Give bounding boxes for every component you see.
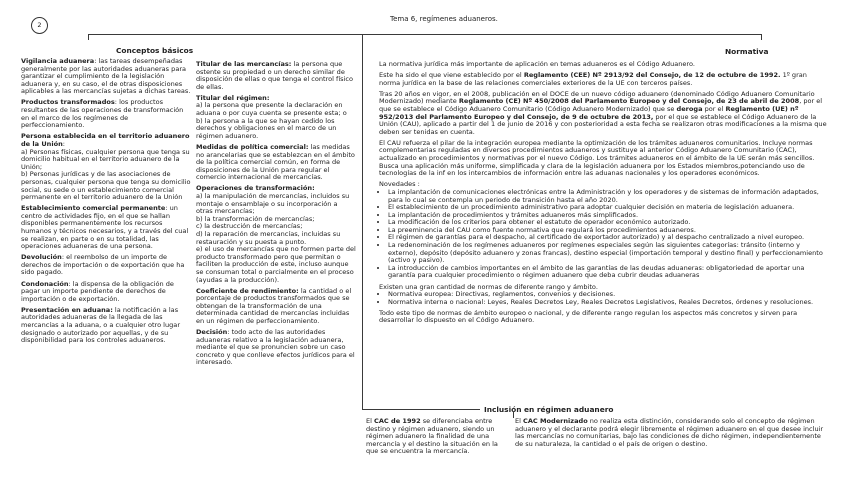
normativa-cau: El CAU refuerza el pilar de la integración europea mediante la optimización de los trámites aduaneros comunitarios. Incluye normas complementarias reguladas en diversos procedimientos aduaneros y sustituye al anterior Código Aduanero Comunitario (CAC), actualizado en procedimientos y normativas por el nuevo Código. Los trámites aduaneros en el ámbito de la UE serán más sencillos. Busca una aplicación más uniforme, simplificada y clara de la legislación aduanera por los Estados miembros,potenciando uso de tecnologías de la inf en los intercambios de información entre las aduanas nacionales y los operadores económicos. [379, 138, 815, 178]
inclusion-connector [362, 409, 480, 410]
list-item: • La modificación de los criterios para obtener el estatuto de operador económico autorizado. [388, 219, 827, 227]
novedades-title: Novedades : [379, 180, 420, 189]
concept-vigilancia: Vigilancia aduanera: las tareas desempeñadas generalmente por las autoridades aduaneras para garantizar el cumplimiento de la legislación aduanera y, en su caso, el de otras disposiciones aplicables a las mercancías sujetas a dichas tareas. [21, 57, 191, 96]
normas-list [379, 291, 827, 306]
page-number-badge [31, 17, 48, 34]
heading-inclusion: Inclusión en régimen aduanero [484, 405, 614, 414]
column-conceptos-1 [21, 58, 191, 348]
top-bracket-line [88, 34, 762, 35]
inclusion-cac-modernizado: El CAC Modernizado no realiza esta distinción, considerando solo el concepto de régimen aduanero y el declarante podrá elegir libremente el régimen aduanero en el que desee incluir las mercancías no comunitarias, bajo las condiciones de dicho régimen, independientemente de su naturaleza, la cantidad o el país de origen o destino. [515, 417, 824, 448]
right-bracket-tick [761, 34, 762, 40]
concept-establecimiento: Establecimiento comercial permanente: un centro de actividades fijo, en el que se hallan disponibles permanentemente los recursos humanos y técnicos necesarios, y a través del cual se realizan, en parte o en su totalidad, las operaciones aduaneras de una persona. [21, 204, 189, 251]
concept-operaciones: Operaciones de transformación: a) la manipulación de mercancías, incluidos su montaje o ensamblaje o su incorporación a otras mercancías; b) la transformación de mercancías; c) la destrucción de mercancías; d) la reparación de mercancías, incluidas su restauración y su puesta a punto. e) el uso de mercancías que no formen parte del producto transformado pero que permitan o faciliten la producción de este, incluso aunque se consuman total o parcialmente en el proceso (ayudas a la producción). [196, 184, 356, 284]
normativa-rango: Existen una gran cantidad de normas de diferente rango y ámbito. [379, 282, 598, 291]
concept-devolucion: Devolución: el reembolso de un importe de derechos de importación o de exportación que ha sido pagado. [21, 253, 185, 277]
list-item: • El establecimiento de un procedimiento administrativo para adoptar cualquier decisión en materia de legislación aduanera. [388, 204, 827, 212]
normativa-intro: La normativa jurídica más importante de aplicación en temas aduaneros es el Código Aduanero. [379, 60, 695, 68]
page-number: 2 [37, 21, 42, 29]
concept-titular-mercancias: Titular de las mercancías: la persona que ostente su propiedad o un derecho similar de disposición de ellas o que tenga el control físico de ellas. [196, 60, 354, 91]
column-conceptos-2 [196, 61, 356, 371]
concept-coeficiente: Coeficiente de rendimiento: la cantidad o el porcentaje de productos transformados que se obtengan de la transformación de una determinada cantidad de mercancías incluidas en un régimen de perfeccionamiento. [196, 286, 352, 325]
normativa-reglamento-1992: Este ha sido el que viene establecido por el Reglamento (CEE) Nº 2913/92 del Consejo, de 12 de octubre de 1992. 1º gran norma jurídica en la base de las relaciones comerciales exteriores de la UE con terceros países. [379, 71, 807, 87]
heading-conceptos-basicos: Conceptos básicos [116, 46, 194, 55]
normativa-conclusion: Todo este tipo de normas de ámbito europeo o nacional, y de diferente rango regulan los aspectos más concretos y sirven para desarrollar lo dispuesto en el Código Aduanero. [379, 308, 798, 325]
list-item: • La introducción de cambios importantes en el ámbito de las garantías de las deudas aduaneras: obligatoriedad de aportar una garantía para cualquier procedimiento o régimen aduanero que deba cubrir deudas aduaneras [388, 265, 827, 280]
list-item: • La preeminencia del CAU como fuente normativa que regulará los procedimientos aduaneros. [388, 227, 827, 235]
center-divider [362, 34, 363, 410]
concept-condonacion: Condonación: la dispensa de la obligación de pagar un importe pendiente de derechos de importación o de exportación. [21, 279, 174, 303]
concept-persona: Persona establecida en el territorio aduanero de la Unión: a) Personas físicas, cualquier persona que tenga su domicilio habitual en el territorio aduanero de la Unión; b) Personas jurídicas y de las asociaciones de personas, cualquier persona que tenga su domicilio social, su sede o un establecimiento comercial permanente en el territorio aduanero de la Unión [21, 132, 191, 202]
concept-decision: Decisión: todo acto de las autoridades aduaneras relativo a la legislación aduanera, mediante el que se pronuncien sobre un caso concreto y que conlleve efectos jurídicos para el interesado. [196, 328, 355, 367]
concept-medidas: Medidas de política comercial: las medidas no arancelarias que se establezcan en el ámbito de la política comercial común, en forma de disposiciones de la Unión para regular el comercio internacional de mercancías. [196, 142, 355, 182]
novedades-list [379, 189, 827, 280]
list-item: • La implantación de procedimientos y trámites aduaneros más simplificados. [388, 212, 827, 220]
page-title: Tema 6, regímenes aduaneros. [390, 15, 498, 23]
list-item: • La redenominación de los regímenes aduaneros por regímenes especiales según las siguientes categorías: tránsito (interno y externo), depósito (depósito aduanero y zonas francas), destino especial (importación temporal y destino final) y perfeccionamiento (activo y pasivo). [388, 242, 827, 265]
concept-presentacion: Presentación en aduana: la notificación a las autoridades aduaneras de la llegada de las mercancías a la aduana, o a cualquier otro lugar designado o autorizado por aquellas, y de su disponibilidad para los controles aduaneros. [21, 305, 181, 345]
column-normativa [379, 61, 827, 329]
list-item: • Normativa interna o nacional: Leyes, Reales Decretos Ley, Reales Decretos Legislativos, Reales Decretos, órdenes y resoluciones. [388, 299, 827, 307]
heading-normativa: Normativa [725, 47, 769, 56]
list-item: • La implantación de comunicaciones electrónicas entre la Administración y los operadores y de sistemas de información adaptados, para lo cual se contempla un periodo de transición hasta el año 2020. [388, 189, 827, 204]
normativa-reglamento-2008: Tras 20 años en vigor, en el 2008, publicación en el DOCE de un nuevo código aduanero (denominado Código Aduanero Comunitario Modernizado) mediante Reglamento (CE) Nº 450/2008 del Parlamento Europeo y del Consejo, de 23 de abril de 2008, por el que se establece el Código Aduanero Comunitario (Código Aduanero Modernizado) que se deroga por el Reglamento (UE) nº 952/2013 del Parlamento Europeo y del Consejo, de 9 de octubre de 2013, por el que se establece el Código Aduanero de la Unión (CAU), aplicado a partir del 1 de junio de 2016 y con posterioridad a esta fecha se realizaron otras modificaciones a la misma que deben ser tenidas en cuenta. [379, 89, 827, 136]
left-bracket-tick [88, 34, 89, 40]
concept-productos: Productos transformados: los productos resultantes de las operaciones de transformación en el marco de los regímenes de perfeccionamiento. [21, 98, 184, 130]
list-item: • El régimen de garantías para el despacho, al certificado de exportador autorizado) y al despacho centralizado a nivel europeo. [388, 234, 827, 242]
concept-titular-regimen: Titular del régimen: a) la persona que presente la declaración en aduana o por cuya cuenta se presente esta; o b) la persona a la que se hayan cedido los derechos y obligaciones en el marco de un régimen aduanero. [196, 93, 347, 140]
list-item: • Normativa europea: Directivas, reglamentos, convenios y decisiones. [388, 291, 827, 299]
inclusion-cac-1992: El CAC de 1992 se diferenciaba entre destino y régimen aduanero, siendo un régimen aduanero la finalidad de una mercancía y el destino la situación en la que se encuentra la mercancía. [366, 417, 498, 456]
